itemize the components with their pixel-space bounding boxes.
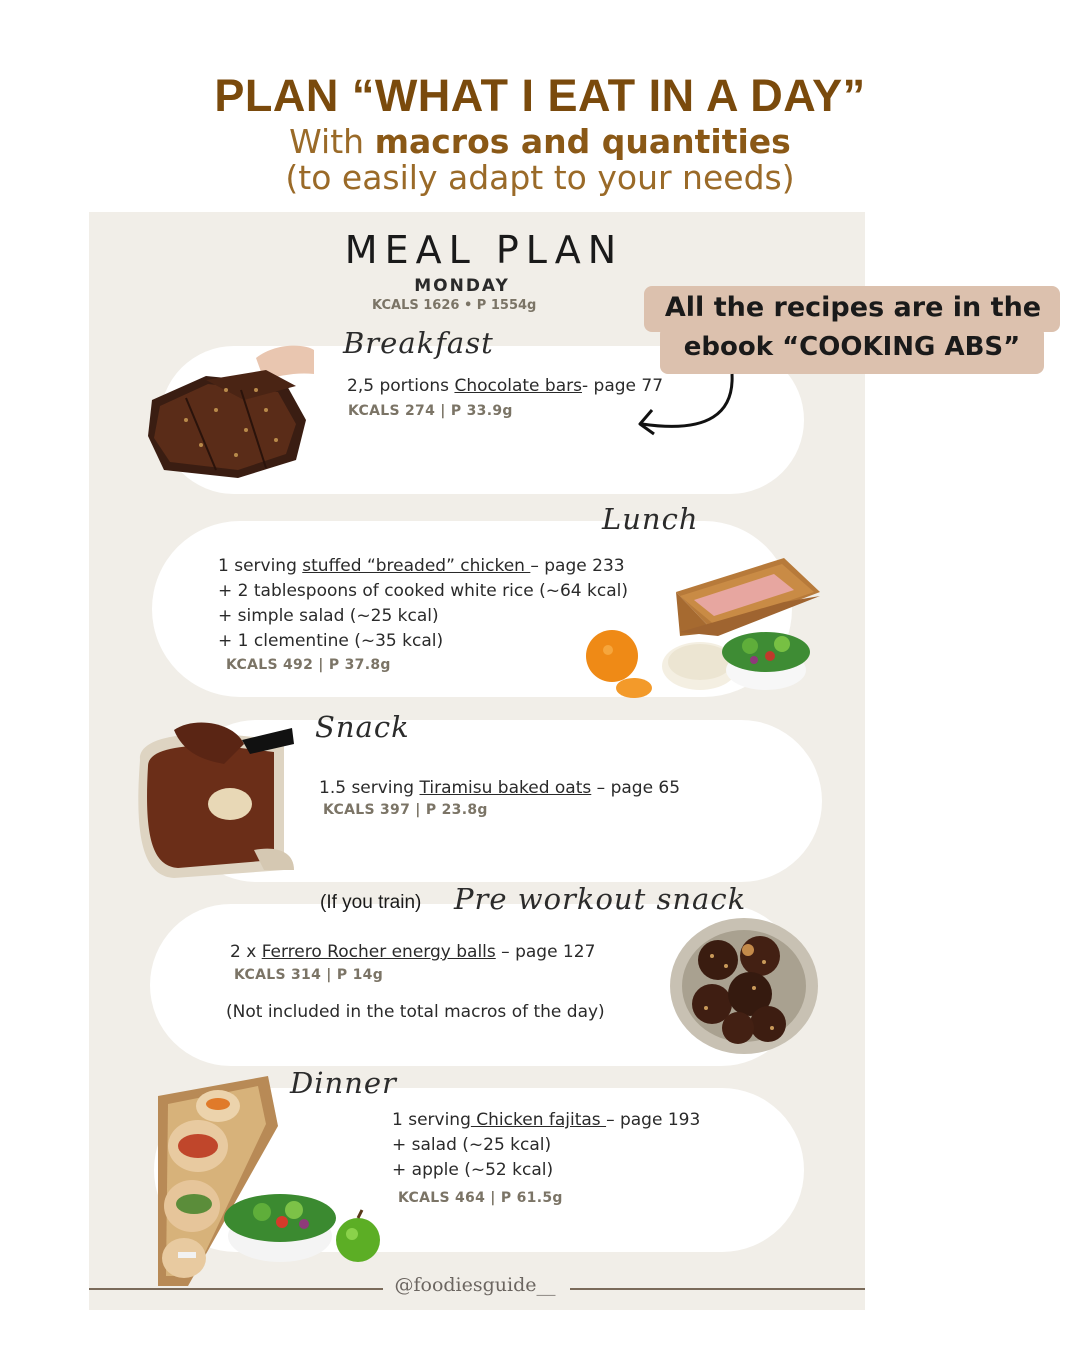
- dinner-recipe-link[interactable]: Chicken fajitas: [470, 1110, 607, 1130]
- dinner-macros: KCALS 464 | P 61.5g: [398, 1190, 563, 1206]
- lunch-recipe-link[interactable]: stuffed “breaded” chicken: [302, 556, 531, 576]
- page-title: PLAN “WHAT I EAT IN A DAY”: [214, 70, 866, 121]
- preworkout-item: 2 x Ferrero Rocher energy balls – page 127: [230, 942, 596, 962]
- lunch-label: Lunch: [602, 502, 699, 536]
- subtitle-emphasis: macros and quantities: [374, 122, 791, 161]
- preworkout-note: (Not included in the total macros of the day): [226, 1002, 605, 1022]
- lunch-items: 1 serving stuffed “breaded” chicken – page 233 + 2 tablespoons of cooked white rice (~64 kcal) + simple salad (~25 kcal) + 1 clementine (~35 kcal): [218, 556, 628, 651]
- recipes-callout: [644, 286, 1062, 374]
- meal-plan-day: MONDAY: [414, 276, 510, 296]
- lunch-macros: KCALS 492 | P 37.8g: [226, 657, 391, 673]
- callout-line2: ebook “COOKING ABS”: [683, 332, 1021, 362]
- fajitas-image: [158, 1076, 384, 1286]
- chocolate-bars-image: [146, 340, 316, 482]
- breakfast-item: 2,5 portions Chocolate bars- page 77: [347, 376, 664, 396]
- subtitle-prefix: With: [289, 122, 375, 161]
- page-subtitle: [0, 124, 1080, 196]
- footer-divider-right: [570, 1288, 865, 1290]
- dinner-items: 1 serving Chicken fajitas – page 193 + salad (~25 kcal) + apple (~52 kcal): [392, 1110, 701, 1180]
- breakfast-recipe-link[interactable]: Chocolate bars: [454, 376, 582, 396]
- day-totals: KCALS 1626 • P 1554g: [372, 298, 537, 313]
- snack-recipe-link[interactable]: Tiramisu baked oats: [419, 778, 592, 798]
- preworkout-macros: KCALS 314 | P 14g: [234, 967, 384, 983]
- meal-plan-title: MEAL PLAN: [344, 228, 624, 272]
- footer-divider-left: [89, 1288, 383, 1290]
- preworkout-recipe-link[interactable]: Ferrero Rocher energy balls: [261, 942, 496, 962]
- snack-label: Snack: [315, 710, 410, 744]
- callout-line1: All the recipes are in the: [664, 292, 1042, 323]
- breakfast-macros: KCALS 274 | P 33.9g: [348, 403, 513, 419]
- snack-macros: KCALS 397 | P 23.8g: [323, 802, 488, 818]
- breakfast-label: Breakfast: [343, 326, 494, 360]
- dinner-label: Dinner: [290, 1066, 397, 1100]
- baked-oats-image: [134, 720, 294, 880]
- preworkout-label: Pre workout snack: [454, 882, 747, 916]
- curved-arrow-icon: [630, 372, 740, 440]
- footer-handle: @foodiesguide__: [394, 1274, 556, 1296]
- chicken-plate-image: [584, 552, 834, 702]
- snack-item: 1.5 serving Tiramisu baked oats – page 65: [319, 778, 681, 798]
- energy-balls-image: [668, 916, 818, 1056]
- preworkout-prefix: (If you train): [320, 892, 422, 913]
- subtitle-line2: (to easily adapt to your needs): [285, 158, 795, 197]
